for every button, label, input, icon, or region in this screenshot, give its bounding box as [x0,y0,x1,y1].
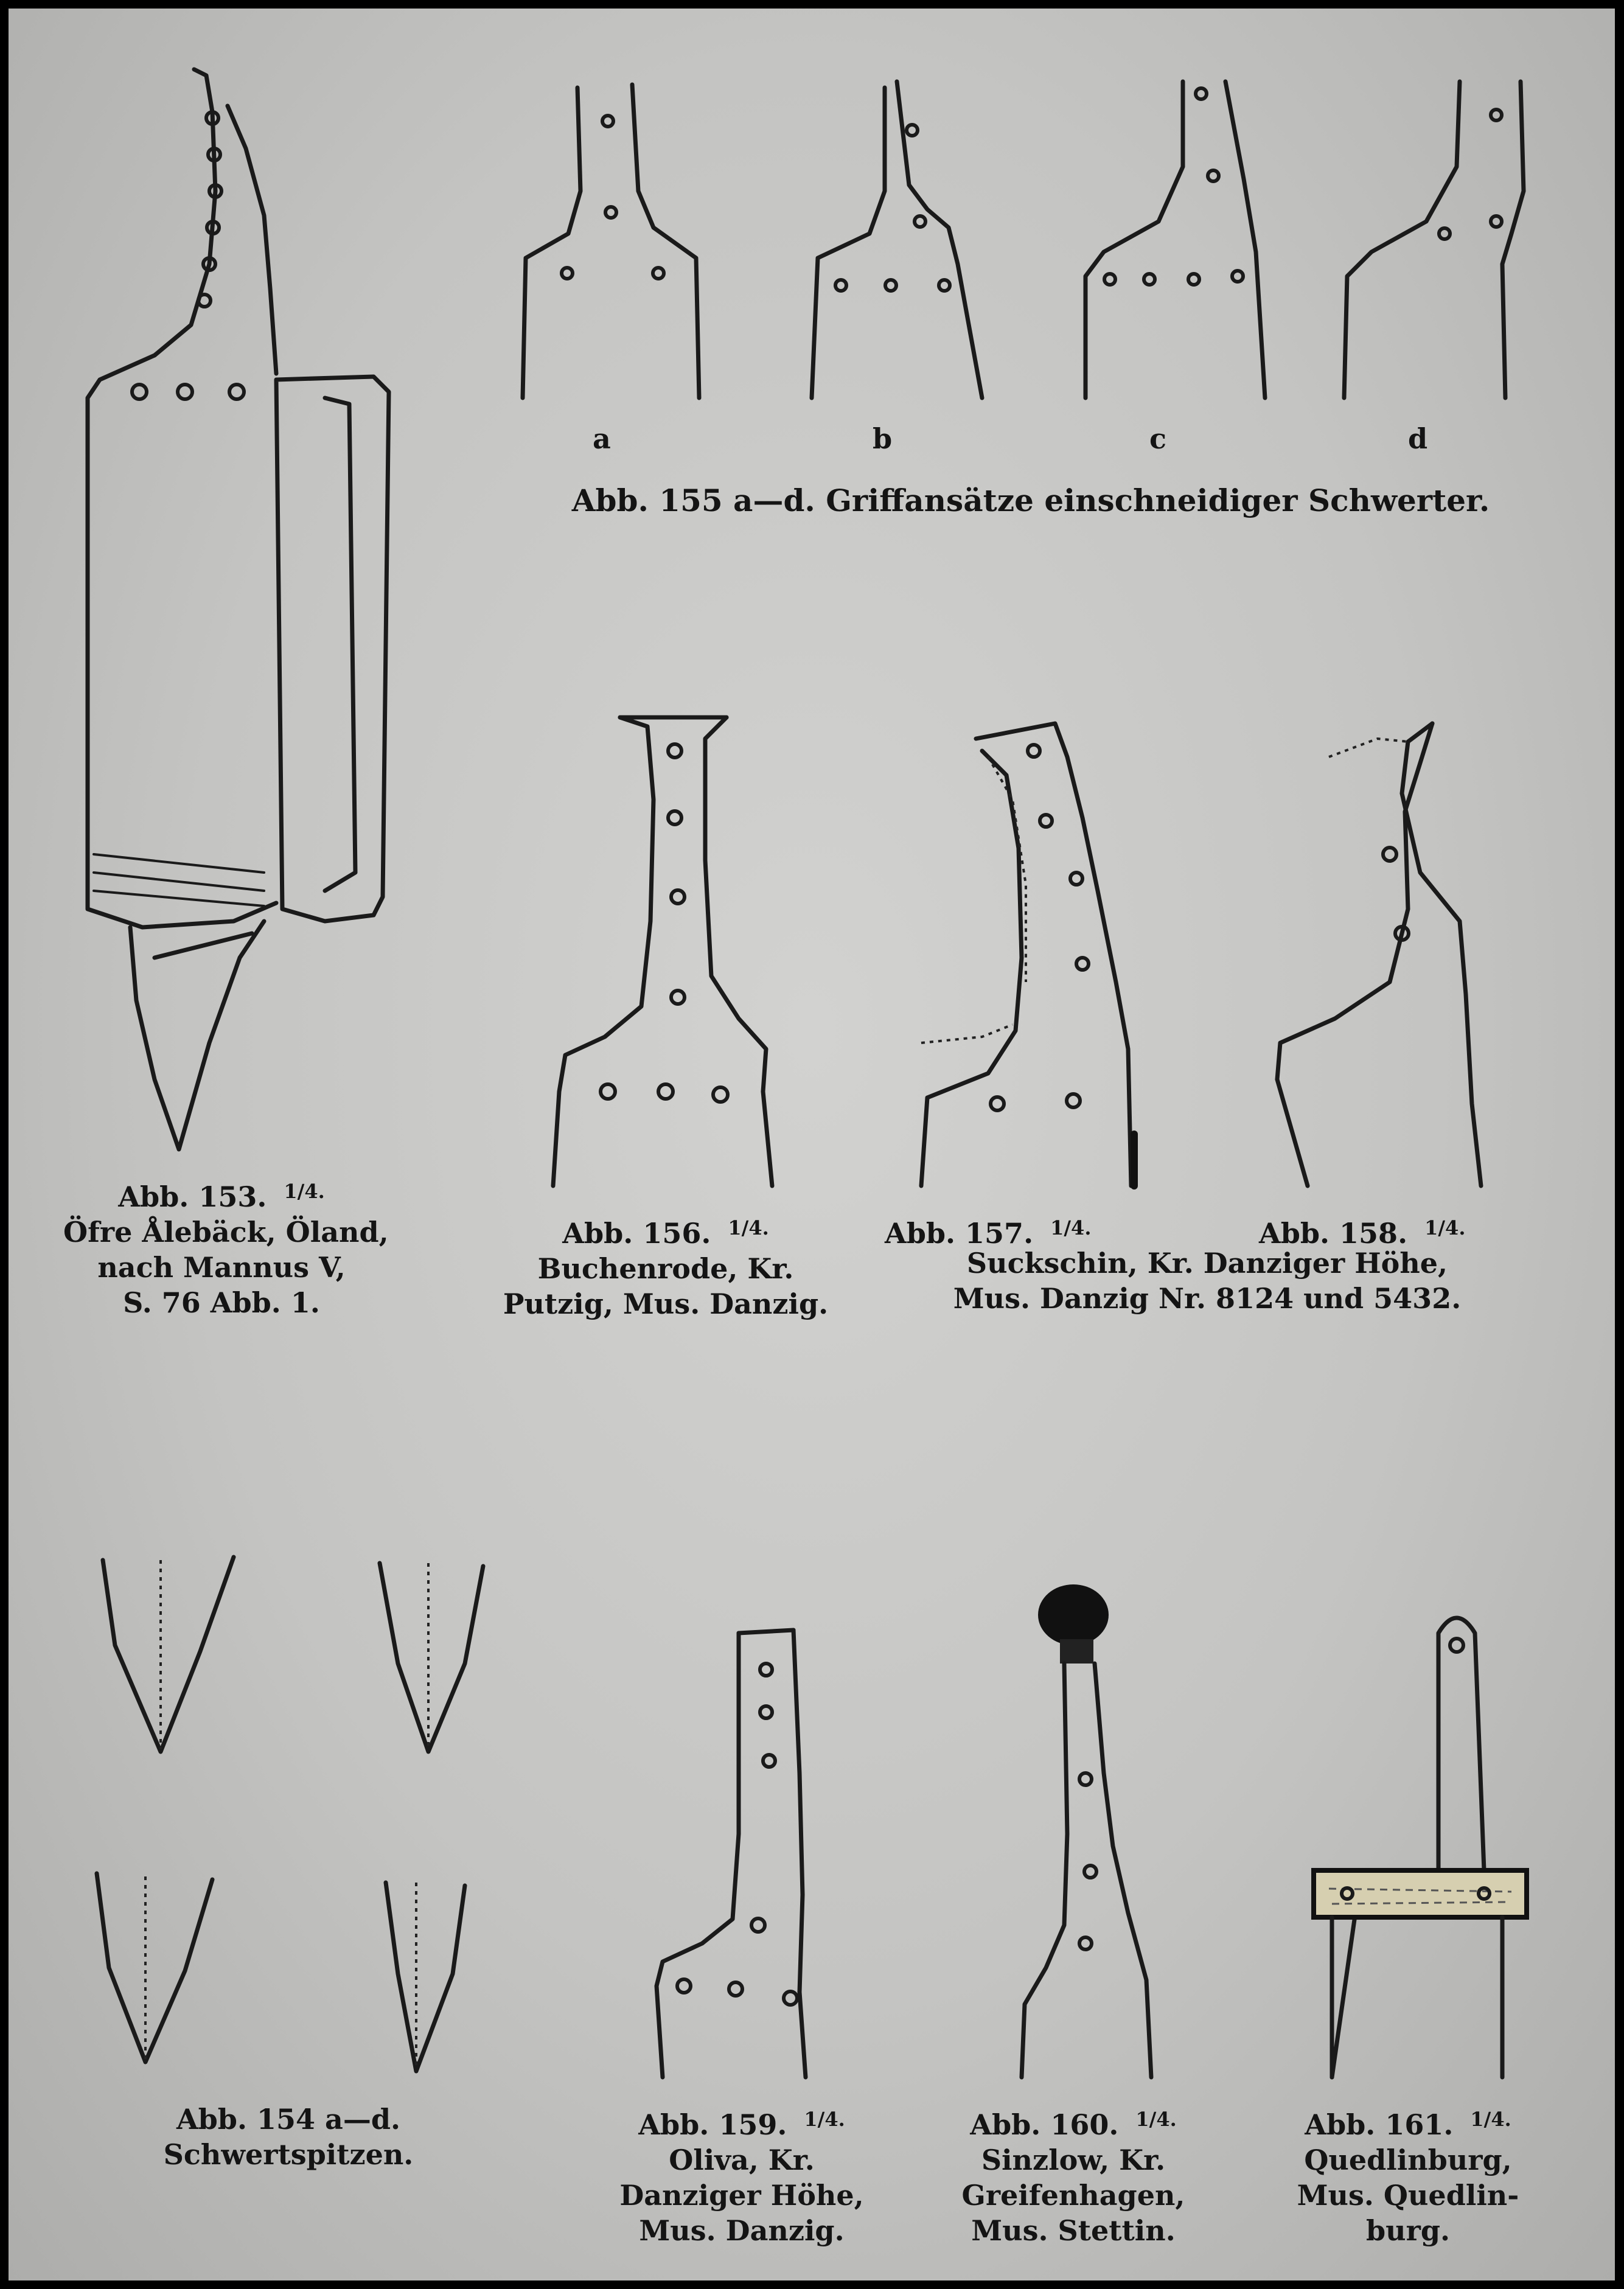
fig-160-number: Abb. 160. [970,2108,1119,2141]
fig-157-158-line: Mus. Danzig Nr. 8124 und 5432. [953,1282,1462,1315]
fig-161-drawing [1314,1618,1527,2077]
fig-159-scale: 1/4. [804,2108,845,2131]
fig-159-line: Mus. Danzig. [639,2214,845,2247]
fig-154-drawings [97,1557,483,2071]
fig-161-line: Quedlinburg, [1304,2144,1512,2176]
fig-153-number: Abb. 153. [118,1180,267,1213]
fig-161-scale: 1/4. [1470,2108,1511,2131]
fig-159-line: Oliva, Kr. [669,2144,815,2176]
fig-154-caption [130,2102,447,2172]
fig-154-line: Schwertspitzen. [163,2138,414,2171]
fig-153-line: nach Mannus V, [97,1251,346,1284]
fig-157-158-caption [885,1246,1530,1316]
fig-161-line: Mus. Quedlin- [1297,2179,1519,2212]
fig-160-scale: 1/4. [1135,2108,1177,2131]
fig-157-caption [885,1210,1146,1251]
fig-157-scale: 1/4. [1050,1216,1092,1239]
fig-160-caption [927,2102,1219,2248]
fig-153-caption [63,1174,389,1320]
fig-153-drawing [88,69,389,1149]
fig-161-caption [1256,2102,1560,2248]
illustration-layer [9,9,1615,2280]
fig-159-line: Danziger Höhe, [619,2179,864,2212]
fig-154-number: Abb. 154 a—d. [176,2103,401,2136]
fig-158-scale: 1/4. [1424,1216,1466,1239]
fig-161-number: Abb. 161. [1305,2108,1454,2141]
fig-156-line: Buchenrode, Kr. [537,1252,794,1285]
fig-155-caption: Abb. 155 a—d. Griffansätze einschneidiger Schwerter. [571,483,1490,518]
fig-160-line: Mus. Stettin. [971,2214,1176,2247]
fig-158-number: Abb. 158. [1259,1217,1408,1250]
fig-161-line: burg. [1365,2214,1451,2247]
fig-157-158-line: Suckschin, Kr. Danziger Höhe, [966,1247,1448,1280]
fig-158-caption [1259,1210,1521,1251]
fig-157-drawing [921,723,1134,1186]
fig-157-number: Abb. 157. [885,1217,1034,1250]
fig-160-line: Sinzlow, Kr. [981,2144,1166,2176]
fig-156-caption [471,1210,860,1322]
fig-155-drawings [523,82,1524,398]
fig-159-caption [596,2102,888,2248]
fig-153-line: Öfre Ålebäck, Öland, [63,1216,389,1249]
fig-160-line: Greifenhagen, [961,2179,1185,2212]
fig-156-number: Abb. 156. [562,1217,711,1250]
fig-156-drawing [553,717,772,1186]
fig-158-drawing [1277,723,1481,1186]
fig-155-letter-d: d [1408,422,1428,455]
fig-155-letter-b: b [873,422,893,455]
fig-156-scale: 1/4. [728,1216,769,1239]
fig-159-number: Abb. 159. [638,2108,787,2141]
fig-160-drawing [1022,1584,1151,2077]
fig-155-letter-a: a [593,422,611,455]
fig-153-line: S. 76 Abb. 1. [123,1286,320,1319]
fig-156-line: Putzig, Mus. Danzig. [503,1287,829,1320]
fig-153-scale: 1/4. [284,1180,325,1203]
photographic-plate [9,9,1615,2280]
fig-159-drawing [657,1630,806,2077]
fig-155-letter-c: c [1149,422,1167,455]
